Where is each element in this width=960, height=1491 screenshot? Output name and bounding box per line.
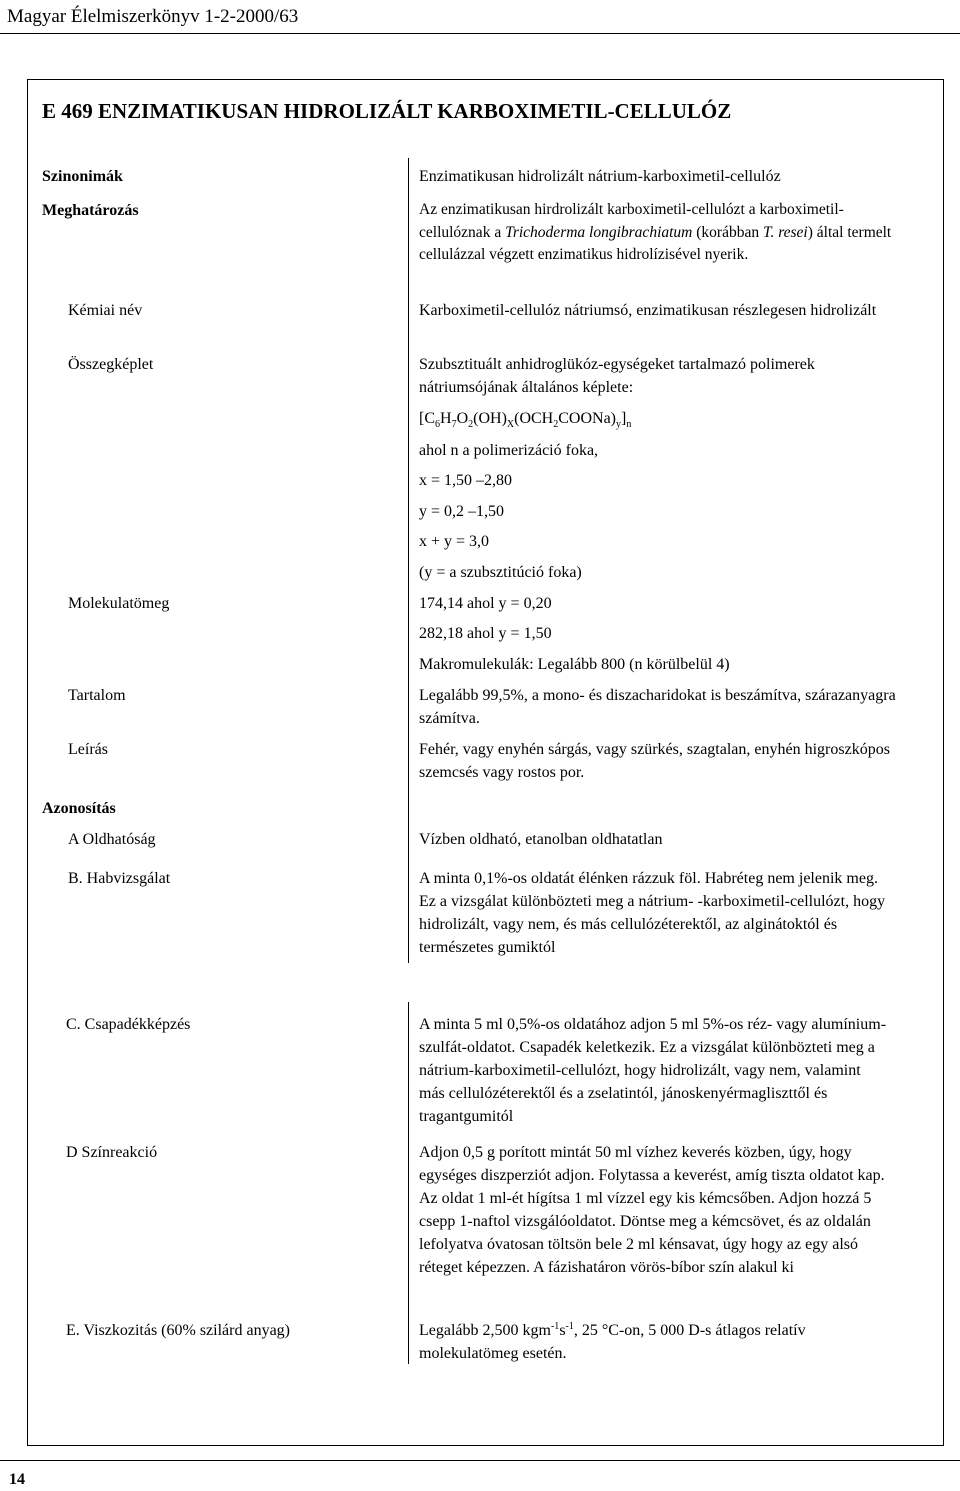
definition-organism-old: T. resei — [762, 223, 808, 241]
label-precipitate: C. Csapadékképzés — [66, 1016, 191, 1033]
formula-sub: 6 — [435, 419, 440, 430]
formula-sub: n — [626, 419, 632, 430]
label-content: Tartalom — [68, 687, 126, 704]
formula-y-def: (y = a szubsztitúció foka) — [419, 564, 582, 581]
page-number: 14 — [9, 1471, 25, 1488]
value-description: Fehér, vagy enyhén sárgás, vagy szürkés, szagtalan, enyhén higroszkópos szemcsés vagy rostos por. — [419, 741, 890, 781]
viscosity-text-c: , 25 °C-on, 5 000 D-s átlagos relatív molekulatömeg esetén. — [419, 1322, 806, 1362]
formula-part: (OCH — [514, 410, 554, 427]
label-identification: Azonosítás — [42, 800, 116, 817]
formula-part: H — [440, 410, 452, 427]
label-foam-test: B. Habvizsgálat — [68, 870, 171, 887]
label-definition: Meghatározás — [42, 202, 139, 219]
label-formula: Összegképlet — [68, 356, 154, 373]
formula-part: ] — [621, 410, 627, 427]
value-color-reaction: Adjon 0,5 g porított mintát 50 ml vízhez keverés közben, úgy, hogy egységes diszperziót adjon. Folytassa a keverést, amíg tiszta oldatot kap. Az oldat 1 ml-ét hígítsa 1 ml vízzel egy kis kémcsőben. Adjon hozzá 5 csepp 1-naftol vizsgálóoldatot. Döntse meg a kémcsövet, és az oldalán lefolyatva óvatosan töltsön bele 2 ml kénsavat, úgy hogy az egy alsó réteget képezzen. A fázishatáron vörös-bíbor szín alakul ki — [419, 1144, 885, 1276]
formula-sub: y — [616, 419, 621, 430]
definition-text-2: (korábban — [692, 223, 763, 241]
footer-rule — [0, 1460, 960, 1461]
formula-y-range: y = 0,2 –1,50 — [419, 503, 505, 520]
value-solubility: Vízben oldható, etanolban oldhatatlan — [419, 831, 663, 848]
definition-text-1: Az enzimatikusan hirdrolizált karboximetil-cellulózt a karboximetil-cellulóznak a — [419, 201, 844, 241]
column-divider-top — [408, 158, 409, 963]
label-chemical-name: Kémiai név — [68, 302, 143, 319]
molecular-weight-3: Makromulekulák: Legalább 800 (n körülbelül 4) — [419, 656, 730, 673]
viscosity-text-b: s — [559, 1322, 566, 1339]
value-definition — [419, 199, 897, 267]
value-formula-desc: Szubsztituált anhidroglükóz-egységeket tartalmazó polimerek nátriumsójának általános képlete: — [419, 356, 815, 396]
label-synonyms: Szinonimák — [42, 168, 123, 185]
label-solubility: A Oldhatóság — [68, 831, 156, 848]
column-divider-bottom — [408, 1002, 409, 1364]
formula-part: COONa) — [558, 410, 616, 427]
definition-organism: Trichoderma longibrachiatum — [505, 223, 693, 241]
value-foam-test: A minta 0,1%-os oldatát élénken rázzuk föl. Habréteg nem jelenik meg. Ez a vizsgálat különbözteti meg a nátrium- -karboximetil-cellulózt, hogy hidrolizált, vagy nem, és más cellulózéterektől, az alginátoktól és természetes gumiktól — [419, 870, 886, 956]
value-chemical-name: Karboximetil-cellulóz nátriumsó, enzimatikusan részlegesen hidrolizált — [419, 302, 877, 319]
chemical-formula — [419, 407, 631, 430]
molecular-weight-1: 174,14 ahol y = 0,20 — [419, 595, 552, 612]
formula-x-range: x = 1,50 –2,80 — [419, 472, 513, 489]
viscosity-exponent: -1 — [565, 1321, 574, 1332]
document-title: E 469 ENZIMATIKUSAN HIDROLIZÁLT KARBOXIMETIL-CELLULÓZ — [42, 99, 732, 123]
formula-xy-sum: x + y = 3,0 — [419, 533, 490, 550]
value-synonyms: Enzimatikusan hidrolizált nátrium-karboximetil-cellulóz — [419, 168, 781, 185]
label-viscosity: E. Viszkozitás (60% szilárd anyag) — [66, 1322, 291, 1339]
formula-part: O — [456, 410, 469, 427]
formula-part: [C — [419, 410, 435, 427]
label-description: Leírás — [68, 741, 108, 758]
formula-sub: X — [506, 419, 515, 430]
running-header: Magyar Élelmiszerkönyv 1-2-2000/63 — [7, 6, 299, 27]
value-precipitate: A minta 5 ml 0,5%-os oldatához adjon 5 ml 5%-os réz- vagy alumínium-szulfát-oldatot. Csapadék keletkezik. Ez a vizsgálat különbözteti meg a nátrium-karboximetil-cellulózt, hogy hidrolizált, vagy nem, valamint más cellulózéterektől és a zselatintól, jánoskenyérmagliszttől és tragantgumitól — [419, 1016, 887, 1125]
value-viscosity — [419, 1319, 899, 1365]
viscosity-exponent: -1 — [550, 1321, 560, 1332]
label-color-reaction: D Színreakció — [66, 1144, 158, 1161]
value-content: Legalább 99,5%, a mono- és diszacharidokat is beszámítva, szárazanyagra számítva. — [419, 687, 896, 727]
definition-text-3: ) által termelt cellulázzal végzett enzimatikus hidrolízisével nyerik. — [419, 223, 892, 263]
formula-note-n: ahol n a polimerizáció foka, — [419, 442, 599, 459]
molecular-weight-2: 282,18 ahol y = 1,50 — [419, 625, 552, 642]
label-molecular-weight: Molekulatömeg — [68, 595, 170, 612]
formula-sub: 2 — [553, 419, 559, 430]
viscosity-text-a: Legalább 2,500 kgm — [419, 1322, 551, 1339]
formula-sub: 7 — [451, 419, 457, 430]
formula-sub: 2 — [468, 419, 474, 430]
header-rule — [0, 33, 960, 34]
formula-part: (OH) — [473, 410, 507, 427]
